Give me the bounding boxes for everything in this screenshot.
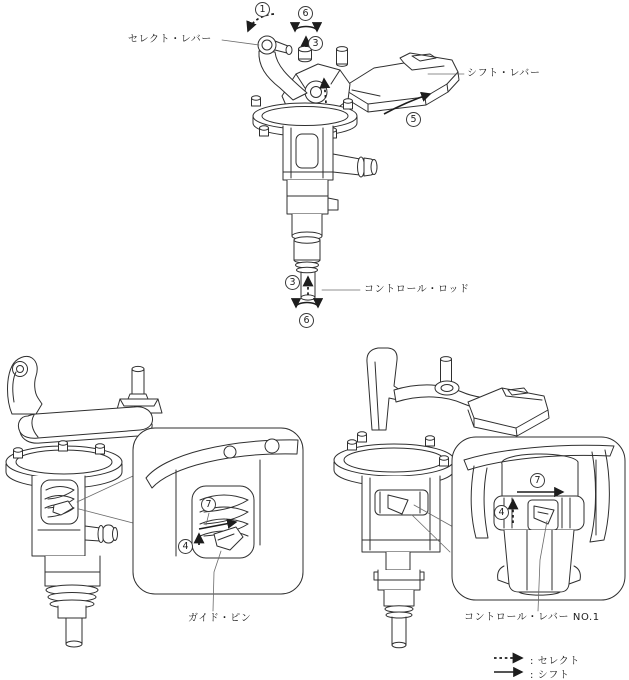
top-assembly-drawing [222,14,464,307]
shift-lever-label: シフト・レバー [467,68,541,79]
callout-4-control-lever-select: 4 [494,505,509,520]
callout-1-select-lever-rotation: 1 [255,2,270,17]
callout-5-shift-lever-motion: 5 [406,112,421,127]
legend-shift-label: : シフト [530,670,570,680]
callout-7-guide-pin-shift: 7 [201,497,216,512]
callout-4-guide-pin-select: 4 [178,539,193,554]
control-lever-no1-label: コントロール・レバー NO.1 [464,612,600,623]
select-lever-label: セレクト・レバー [128,34,212,45]
guide-pin-label: ガイド・ピン [188,613,252,624]
legend-select-label: : セレクト [530,656,580,667]
bottom-right-assembly-drawing [334,348,625,648]
callout-6-bottom-washer: 6 [299,313,314,328]
callout-3-control-rod: 3 [285,275,300,290]
control-rod-label: コントロール・ロッド [364,284,470,295]
callout-3-top-pin: 3 [308,36,323,51]
bottom-left-assembly-drawing [6,356,303,647]
callout-7-control-lever-shift: 7 [530,473,545,488]
legend-arrows [494,658,522,672]
callout-6-top-washer: 6 [298,6,313,21]
